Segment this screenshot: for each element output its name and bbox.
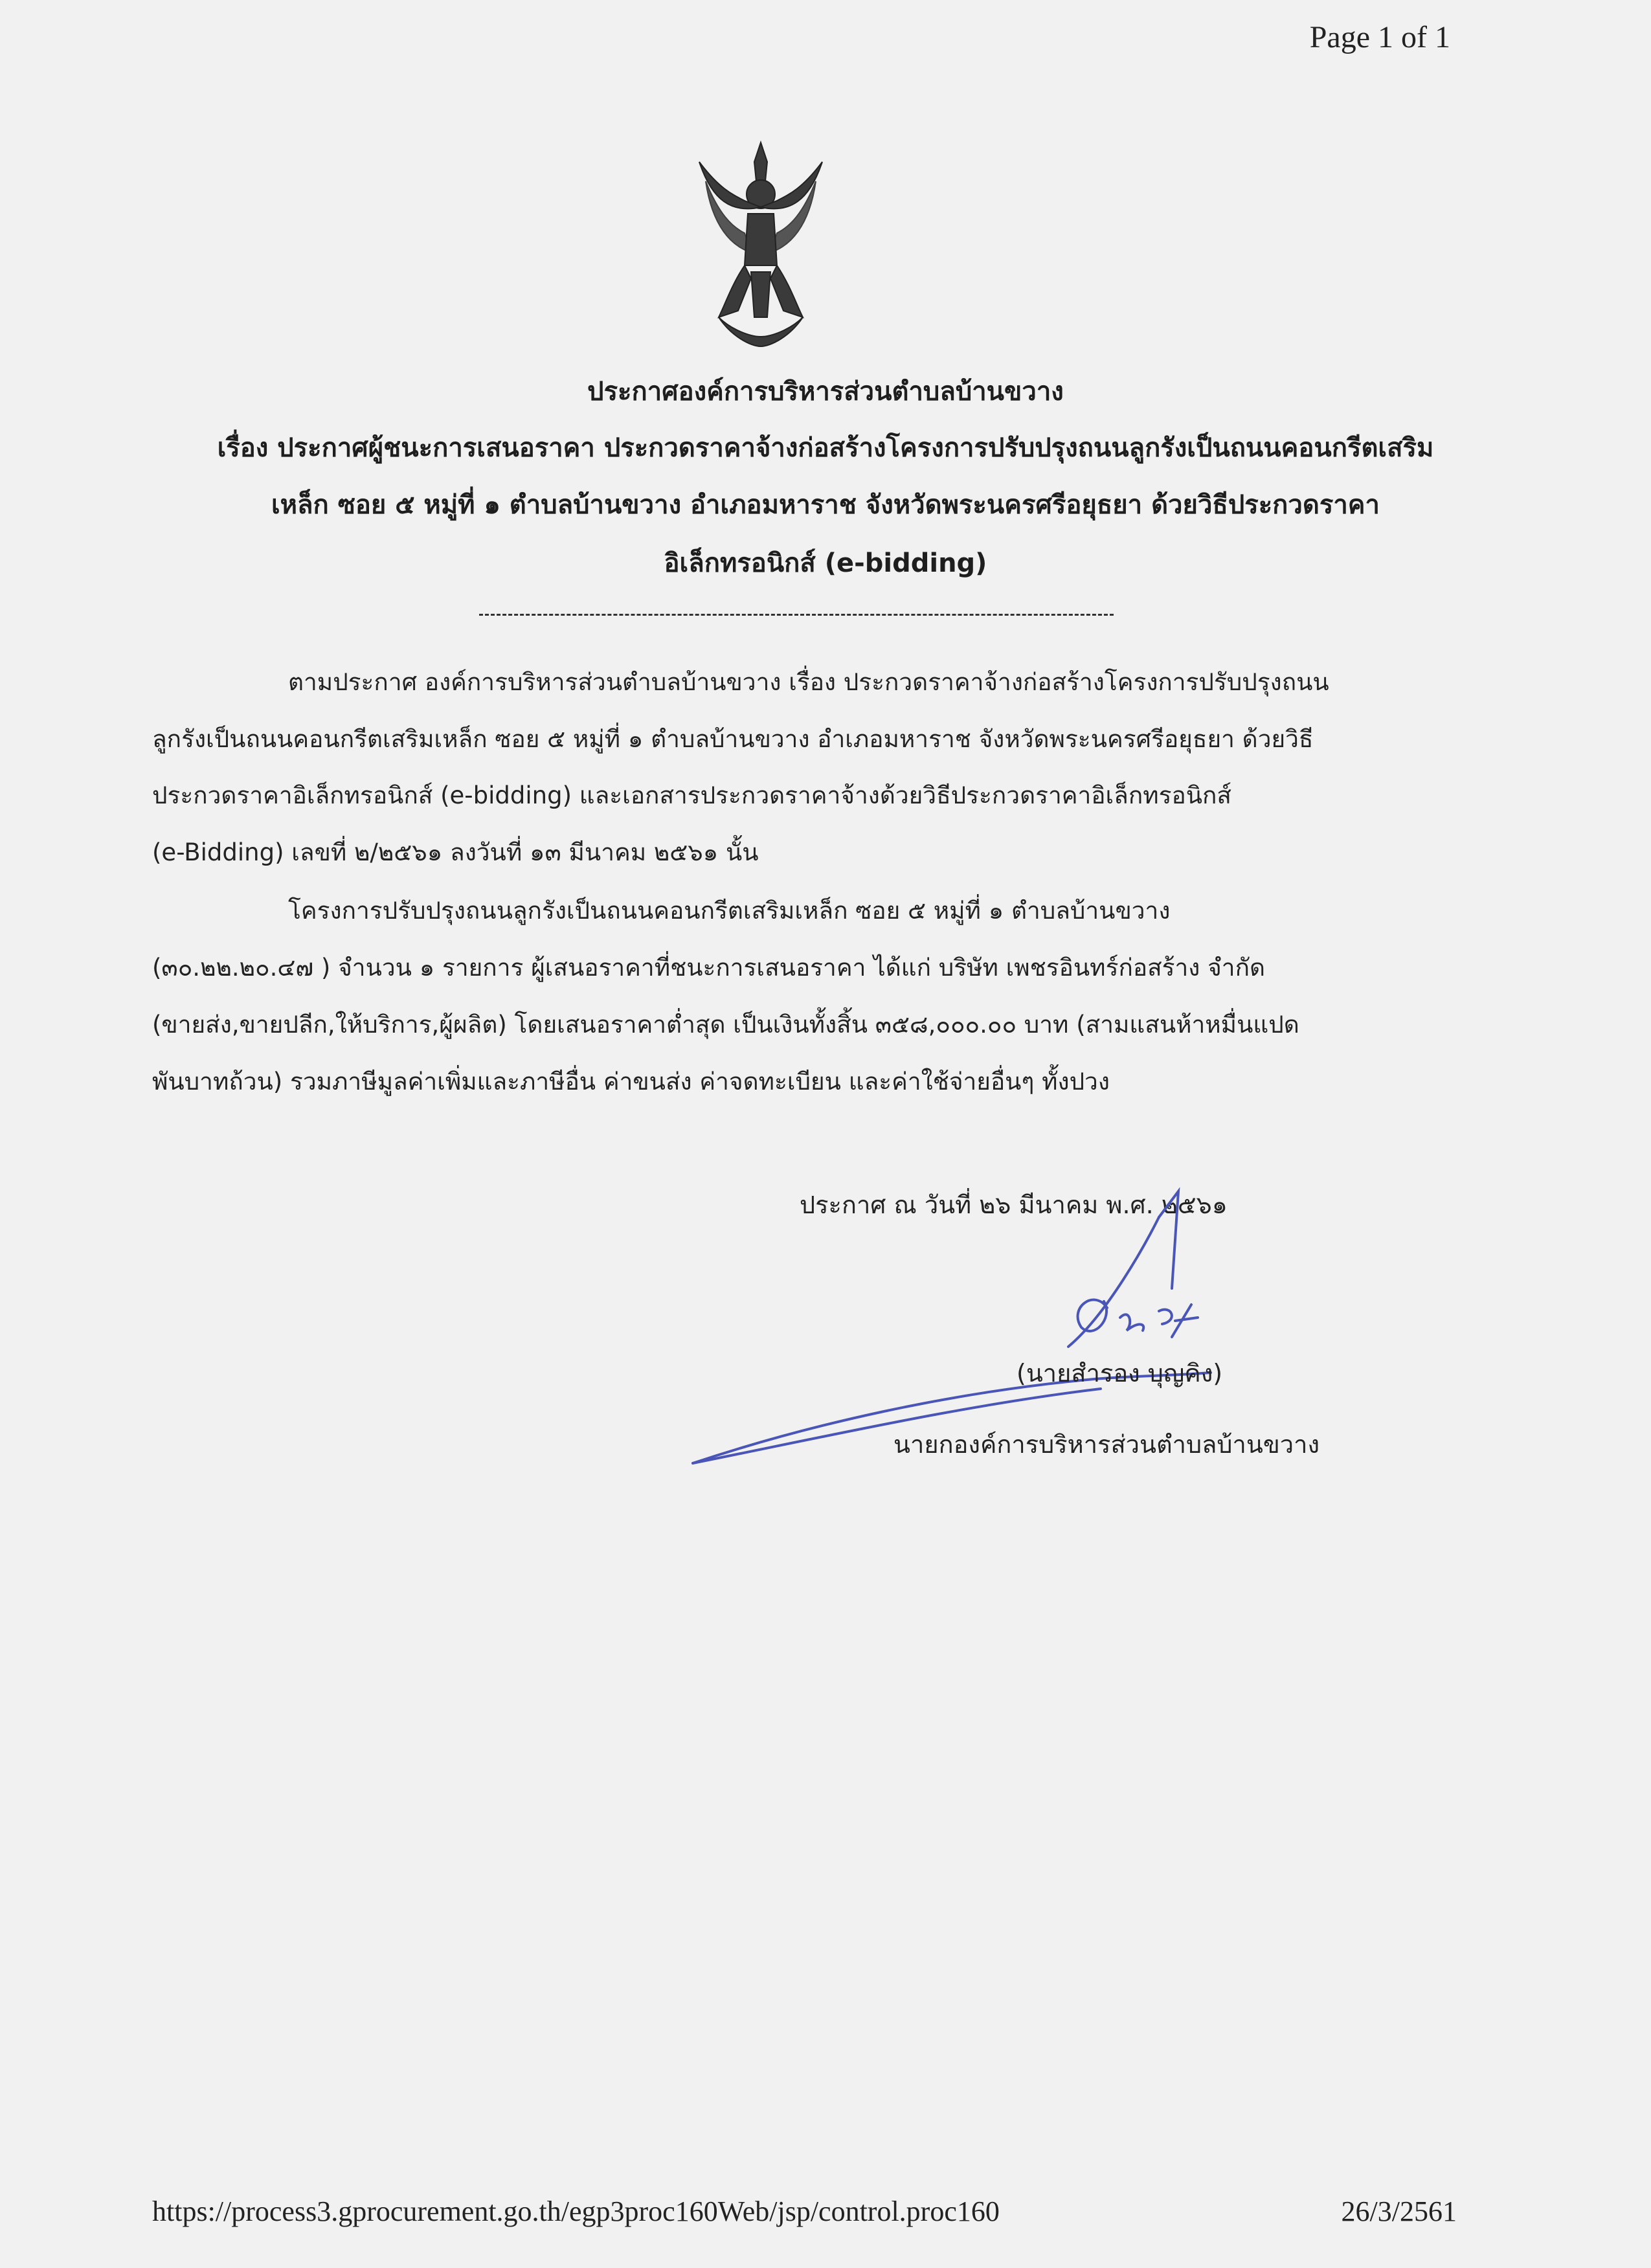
paragraph2-line: (ขายส่ง,ขายปลีก,ให้บริการ,ผู้ผลิต) โดยเสนอราคาต่ำสุด เป็นเงินทั้งสิ้น ๓๕๘,๐๐๐.๐๐ บาท (สามแสนห้าหมื่นแปด: [152, 1011, 1299, 1039]
subject-line-2: เหล็ก ซอย ๕ หมู่ที่ ๑ ตำบลบ้านขวาง อำเภอมหาราช จังหวัดพระนครศรีอยุธยา ด้วยวิธีประกวดราคา: [271, 490, 1380, 520]
announce-date: ประกาศ ณ วันที่ ๒๖ มีนาคม พ.ศ. ๒๕๖๑: [800, 1191, 1228, 1219]
footer-date: 26/3/2561: [1341, 2195, 1457, 2227]
paragraph1-line: ประกวดราคาอิเล็กทรอนิกส์ (e-bidding) และเอกสารประกวดราคาจ้างด้วยวิธีประกวดราคาอิเล็กทรอนิกส์: [152, 781, 1231, 809]
announcement-title: ประกาศองค์การบริหารส่วนตำบลบ้านขวาง: [587, 377, 1064, 407]
paragraph2-line: พันบาทถ้วน) รวมภาษีมูลค่าเพิ่มและภาษีอื่น ค่าขนส่ง ค่าจดทะเบียน และค่าใช้จ่ายอื่นๆ ทั้งปวง: [152, 1068, 1110, 1095]
paragraph1-line: (e-Bidding) เลขที่ ๒/๒๕๖๑ ลงวันที่ ๑๓ มีนาคม ๒๕๖๑ นั้น: [152, 838, 759, 866]
paragraph1-line: ลูกรังเป็นถนนคอนกรีตเสริมเหล็ก ซอย ๕ หมู่ที่ ๑ ตำบลบ้านขวาง อำเภอมหาราช จังหวัดพระนครศรีอยุธยา ด้วยวิธี: [152, 725, 1314, 753]
signer-position: นายกองค์การบริหารส่วนตำบลบ้านขวาง: [893, 1430, 1320, 1459]
paragraph2-line: โครงการปรับปรุงถนนลูกรังเป็นถนนคอนกรีตเสริมเหล็ก ซอย ๕ หมู่ที่ ๑ ตำบลบ้านขวาง: [288, 897, 1171, 925]
signer-name: (นายสำรอง บุญคิง): [1016, 1359, 1223, 1387]
subject-line-3: อิเล็กทรอนิกส์ (e-bidding): [664, 548, 987, 578]
subject-line-1: เรื่อง ประกาศผู้ชนะการเสนอราคา ประกวดราคาจ้างก่อสร้างโครงการปรับปรุงถนนลูกรังเป็นถนนคอนกรีตเสริม: [217, 433, 1434, 463]
footer-url: https://process3.gprocurement.go.th/egp3proc160Web/jsp/control.proc160: [152, 2195, 1000, 2227]
dashed-divider: [479, 614, 1114, 616]
paragraph1-line: ตามประกาศ องค์การบริหารส่วนตำบลบ้านขวาง เรื่อง ประกวดราคาจ้างก่อสร้างโครงการปรับปรุงถนน: [288, 668, 1329, 696]
page-number: Page 1 of 1: [1309, 20, 1450, 54]
paragraph2-line: (๓๐.๒๒.๒๐.๔๗ ) จำนวน ๑ รายการ ผู้เสนอราคาที่ชนะการเสนอราคา ได้แก่ บริษัท เพชรอินทร์ก่อสร้าง จำกัด: [152, 954, 1266, 982]
garuda-emblem-icon: [693, 123, 829, 356]
